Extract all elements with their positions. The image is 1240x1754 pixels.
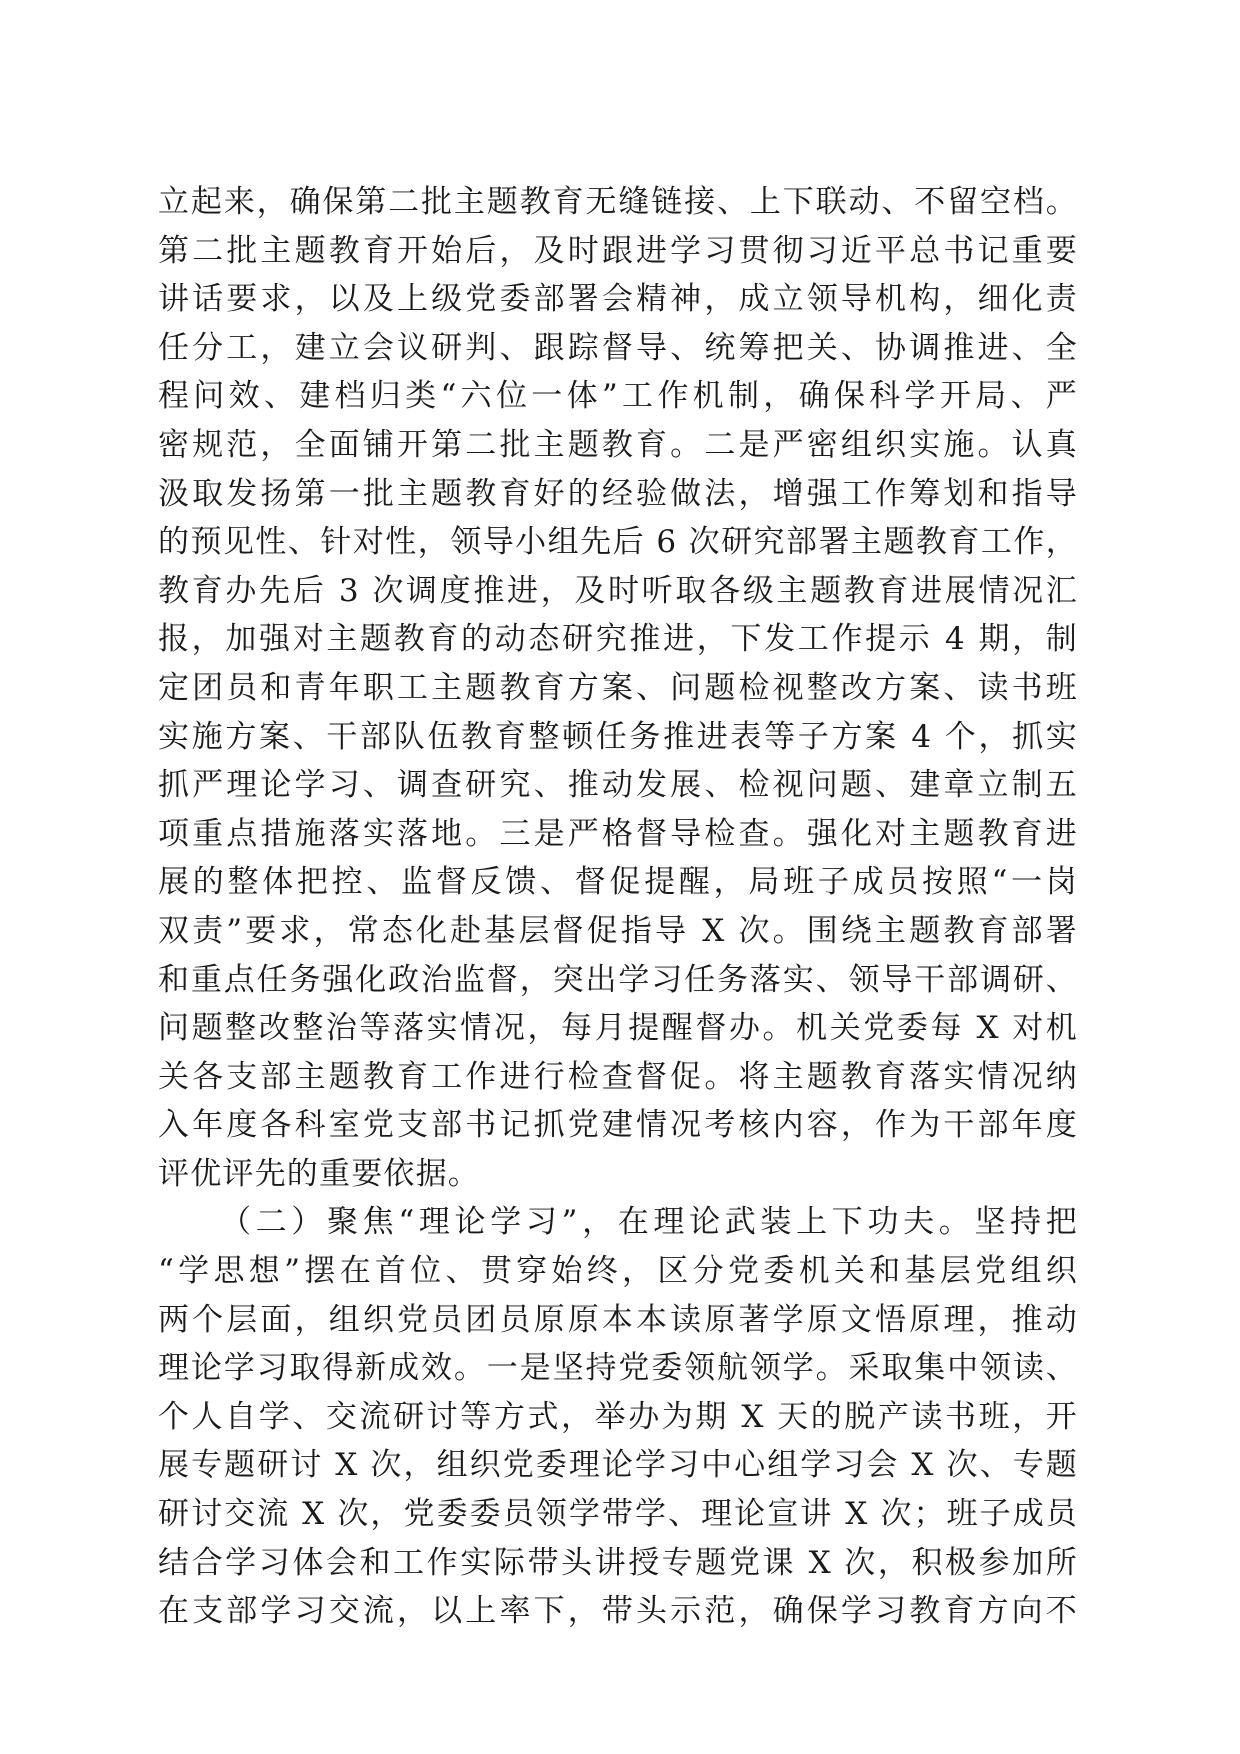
text-line: “学思想”摆在首位、贯穿始终，区分党委机关和基层党组织 (158, 1253, 1078, 1290)
text-line: 两个层面，组织党员团员原原本本读原著学原文悟原理，推动 (158, 1301, 1078, 1338)
text-line: 的预见性、针对性，领导小组先后 6 次研究部署主题教育工作， (158, 524, 1078, 561)
text-line: 程问效、建档归类“六位一体”工作机制，确保科学开局、严 (158, 378, 1078, 415)
text-line: 任分工，建立会议研判、跟踪督导、统筹把关、协调推进、全 (158, 329, 1078, 366)
text-line: 立起来，确保第二批主题教育无缝链接、上下联动、不留空档。 (158, 184, 1078, 220)
document-body (158, 178, 1078, 1636)
text-line: 讲话要求，以及上级党委部署会精神，成立领导机构，细化责 (158, 281, 1078, 318)
text-line: 问题整改整治等落实情况，每月提醒督办。机关党委每 X 对机 (158, 1010, 1078, 1047)
text-line: 个人自学、交流研讨等方式，举办为期 X 天的脱产读书班，开 (158, 1398, 1078, 1435)
text-line: 第二批主题教育开始后，及时跟进学习贯彻习近平总书记重要 (158, 232, 1078, 269)
text-line: 研讨交流 X 次，党委委员领学带学、理论宣讲 X 次；班子成员 (158, 1496, 1078, 1533)
text-line: 关各支部主题教育工作进行检查督促。将主题教育落实情况纳 (158, 1058, 1078, 1095)
text-line: 密规范，全面铺开第二批主题教育。二是严密组织实施。认真 (158, 426, 1078, 463)
text-line: 汲取发扬第一批主题教育好的经验做法，增强工作筹划和指导 (158, 475, 1078, 512)
section-heading-line: （二）聚焦“理论学习”，在理论武装上下功夫。坚持把 (220, 1204, 1078, 1241)
text-line: 展的整体把控、监督反馈、督促提醒，局班子成员按照“一岗 (158, 864, 1078, 901)
text-line: 项重点措施落实落地。三是严格督导检查。强化对主题教育进 (158, 815, 1078, 852)
text-line: 实施方案、干部队伍教育整顿任务推进表等子方案 4 个，抓实 (158, 718, 1078, 755)
text-line: 入年度各科室党支部书记抓党建情况考核内容，作为干部年度 (158, 1107, 1078, 1144)
text-line: 在支部学习交流，以上率下，带头示范，确保学习教育方向不 (158, 1593, 1078, 1630)
paragraph-end-line: 评优评先的重要依据。 (158, 1155, 480, 1192)
text-line: 展专题研讨 X 次，组织党委理论学习中心组学习会 X 次、专题 (158, 1447, 1078, 1484)
text-line: 教育办先后 3 次调度推进，及时听取各级主题教育进展情况汇 (158, 572, 1078, 609)
text-line: 双责”要求，常态化赴基层督促指导 X 次。围绕主题教育部署 (158, 912, 1078, 949)
text-line: 和重点任务强化政治监督，突出学习任务落实、领导干部调研、 (158, 961, 1078, 998)
text-line: 报，加强对主题教育的动态研究推进，下发工作提示 4 期，制 (158, 621, 1078, 658)
text-line: 抓严理论学习、调查研究、推动发展、检视问题、建章立制五 (158, 767, 1078, 804)
text-line: 结合学习体会和工作实际带头讲授专题党课 X 次，积极参加所 (158, 1544, 1078, 1581)
text-line: 理论学习取得新成效。一是坚持党委领航领学。采取集中领读、 (158, 1350, 1078, 1387)
text-line: 定团员和青年职工主题教育方案、问题检视整改方案、读书班 (158, 669, 1078, 706)
